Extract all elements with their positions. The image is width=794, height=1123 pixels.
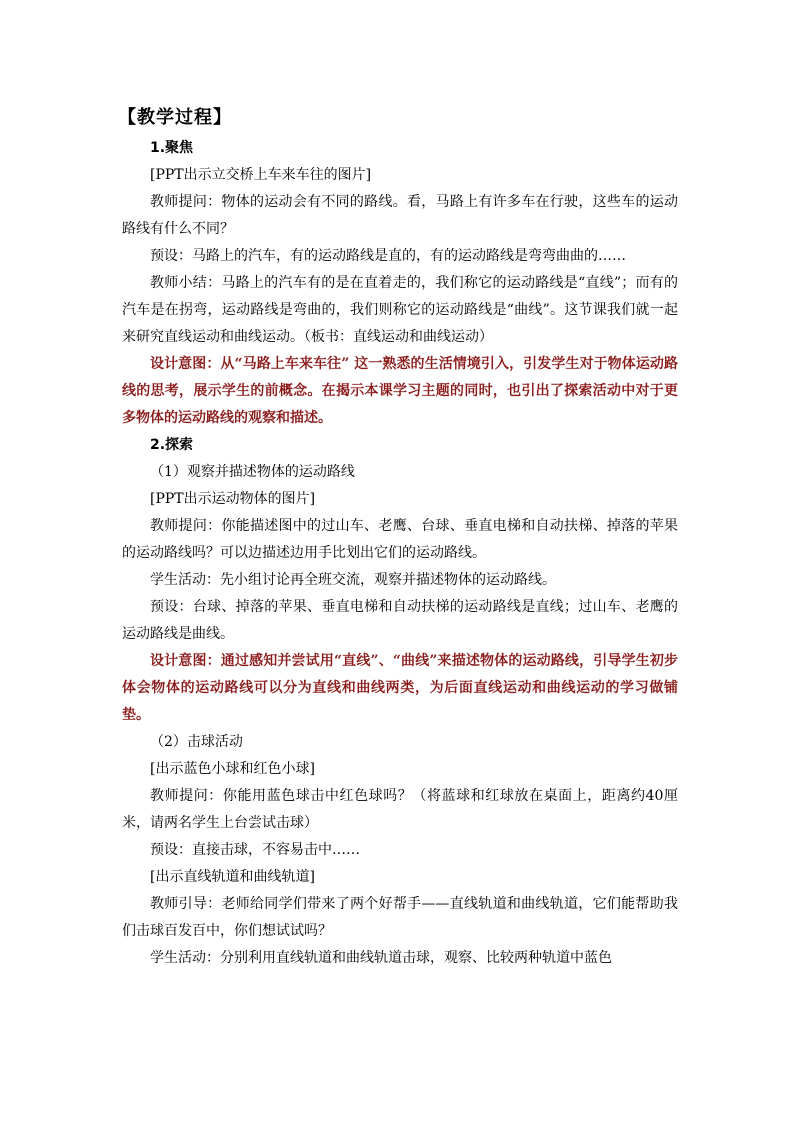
paragraph: [出示蓝色小球和红色小球] — [150, 761, 315, 777]
section-heading: 2.探索 — [150, 437, 194, 453]
section-heading: 1.聚焦 — [150, 140, 194, 156]
section-title: 【教学过程】 — [118, 107, 232, 128]
paragraph: 学生活动：先小组讨论再全班交流，观察并描述物体的运动路线。 — [150, 572, 556, 588]
paragraph-list — [122, 135, 678, 972]
paragraph: 预设：台球、掉落的苹果、垂直电梯和自动扶梯的运动路线是直线；过山车、老鹰的运动路线是曲线。 — [122, 599, 678, 642]
paragraph: 学生活动：分别利用直线轨道和曲线轨道击球，观察、比较两种轨道中蓝色 — [150, 950, 612, 966]
paragraph: [PPT出示运动物体的图片] — [150, 491, 316, 507]
paragraph: [出示直线轨道和曲线轨道] — [150, 869, 315, 885]
document-body — [118, 101, 678, 972]
paragraph: 教师小结：马路上的汽车有的是在直着走的，我们称它的运动路线是“直线”；而有的汽车是在拐弯，运动路线是弯曲的，我们则称它的运动路线是“曲线”。这节课我们就一起来研究直线运动和曲线运动。（板书：直线运动和曲线运动） — [122, 275, 678, 345]
paragraph: 教师引导：老师给同学们带来了两个好帮手——直线轨道和曲线轨道，它们能帮助我们击球百发百中，你们想试试吗？ — [122, 896, 678, 939]
paragraph: 教师提问：你能用蓝色球击中红色球吗？（将蓝球和红球放在桌面上，距离约40厘米，请两名学生上台尝试击球） — [122, 788, 678, 831]
design-intent-paragraph: 设计意图：从“马路上车来车往” 这一熟悉的生活情境引入，引发学生对于物体运动路线的思考，展示学生的前概念。在揭示本课学习主题的同时，也引出了探索活动中对于更多物体的运动路线的观察和描述。 — [122, 356, 678, 426]
design-intent-paragraph: 设计意图：通过感知并尝试用“直线”、“曲线”来描述物体的运动路线，引导学生初步体会物体的运动路线可以分为直线和曲线两类，为后面直线运动和曲线运动的学习做铺垫。 — [122, 653, 678, 723]
paragraph: 预设：马路上的汽车，有的运动路线是直的，有的运动路线是弯弯曲曲的…… — [150, 248, 626, 264]
paragraph: [PPT出示立交桥上车来车往的图片] — [150, 167, 372, 183]
paragraph: 预设：直接击球，不容易击中…… — [150, 842, 360, 858]
paragraph: （1）观察并描述物体的运动路线 — [150, 464, 355, 480]
paragraph: 教师提问：物体的运动会有不同的路线。看，马路上有许多车在行驶，这些车的运动路线有什么不同？ — [122, 194, 678, 237]
paragraph: （2）击球活动 — [150, 734, 243, 750]
paragraph: 教师提问：你能描述图中的过山车、老鹰、台球、垂直电梯和自动扶梯、掉落的苹果的运动路线吗？可以边描述边用手比划出它们的运动路线。 — [122, 518, 678, 561]
